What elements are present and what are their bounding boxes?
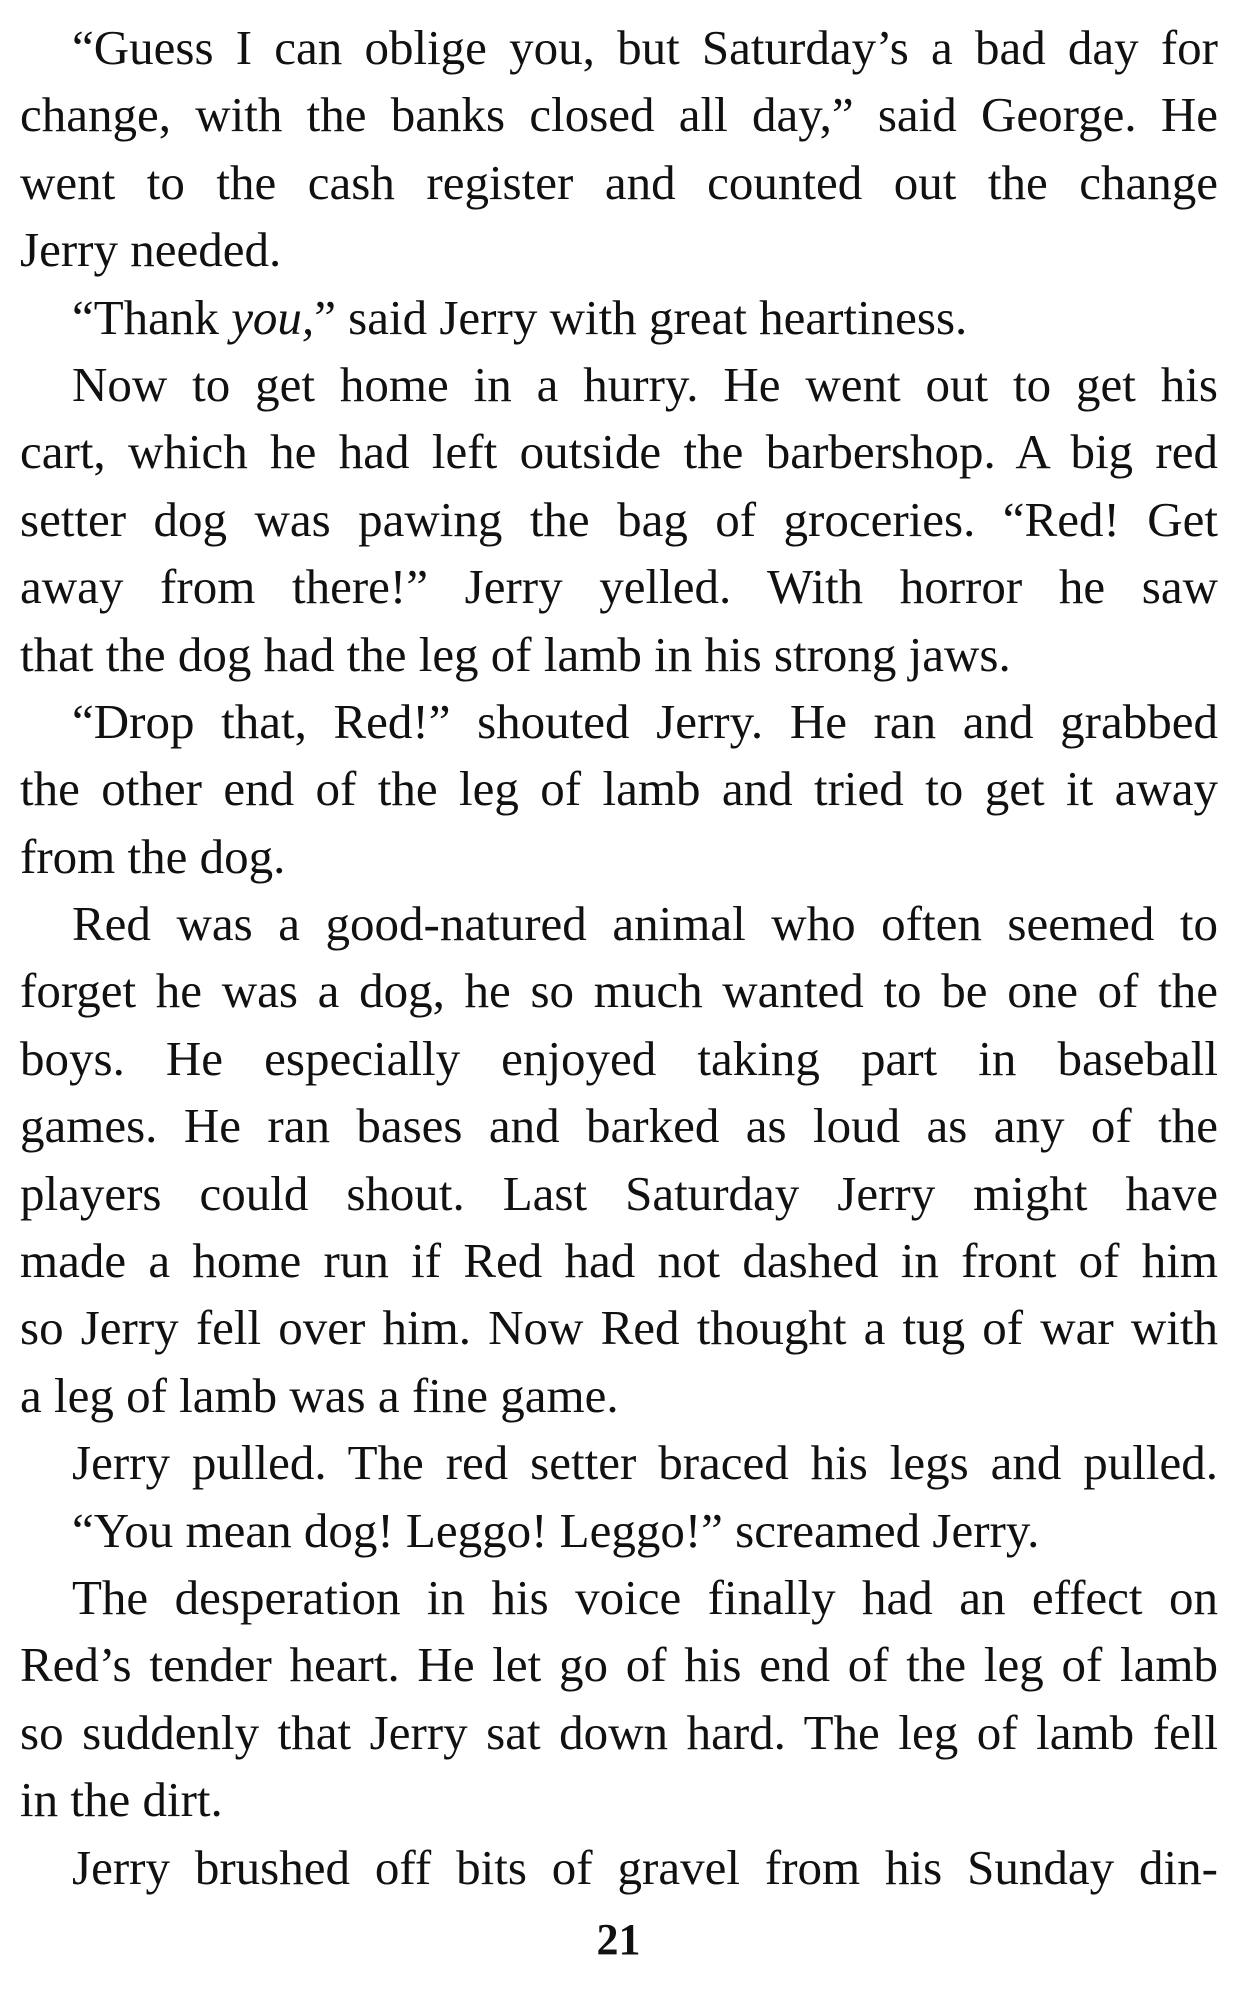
text-line: [20, 284, 1218, 351]
text-line: cart, which he had left outside the barbershop. A big red: [20, 424, 1218, 480]
text-line: that the dog had the leg of lamb in his strong jaws.: [20, 626, 1011, 682]
text-line: so suddenly that Jerry sat down hard. The leg of lamb fell: [20, 1704, 1218, 1760]
text-line: setter dog was pawing the bag of groceries. “Red! Get: [20, 491, 1218, 547]
text-line: Red was a good-natured animal who often seemed to: [72, 896, 1218, 952]
text-line: Now to get home in a hurry. He went out to get his: [72, 356, 1218, 412]
text-line: change, with the banks closed all day,” said George. He: [20, 87, 1218, 143]
text-line: Jerry needed.: [20, 222, 282, 278]
text-line: away from there!” Jerry yelled. With horror he saw: [20, 559, 1218, 615]
text-line: a leg of lamb was a fine game.: [20, 1367, 619, 1423]
text-line: went to the cash register and counted out the change: [20, 154, 1218, 210]
text-line: forget he was a dog, he so much wanted to be one of the: [20, 963, 1218, 1019]
text-line: The desperation in his voice finally had an effect on: [72, 1569, 1218, 1625]
text-line: Red’s tender heart. He let go of his end of the leg of lamb: [20, 1637, 1218, 1693]
text-line: “Guess I can oblige you, but Saturday’s a bad day for: [72, 20, 1218, 75]
text-line: Jerry brushed off bits of gravel from his Sunday din-: [72, 1839, 1218, 1895]
text-run: ” said Jerry with great heartiness.: [314, 289, 968, 345]
text-line: boys. He especially enjoyed taking part in baseball: [20, 1030, 1218, 1086]
text-line: “Drop that, Red!” shouted Jerry. He ran and grabbed: [72, 693, 1218, 749]
text-line: from the dog.: [20, 828, 286, 884]
page-number: 21: [596, 1915, 641, 1964]
italic-text-run: you,: [231, 289, 315, 345]
text-line: the other end of the leg of lamb and tried to get it away: [20, 761, 1218, 817]
body-text: [20, 14, 1218, 1901]
text-line: players could shout. Last Saturday Jerry might have: [20, 1165, 1218, 1221]
text-run: “Thank: [72, 289, 232, 345]
text-line: in the dirt.: [20, 1772, 223, 1828]
text-line: so Jerry fell over him. Now Red thought a tug of war with: [20, 1300, 1218, 1356]
text-line: games. He ran bases and barked as loud as any of the: [20, 1098, 1218, 1154]
text-line: made a home run if Red had not dashed in front of him: [20, 1233, 1218, 1289]
text-line: Jerry pulled. The red setter braced his legs and pulled.: [72, 1435, 1218, 1491]
text-line: “You mean dog! Leggo! Leggo!” screamed Jerry.: [72, 1502, 1040, 1558]
